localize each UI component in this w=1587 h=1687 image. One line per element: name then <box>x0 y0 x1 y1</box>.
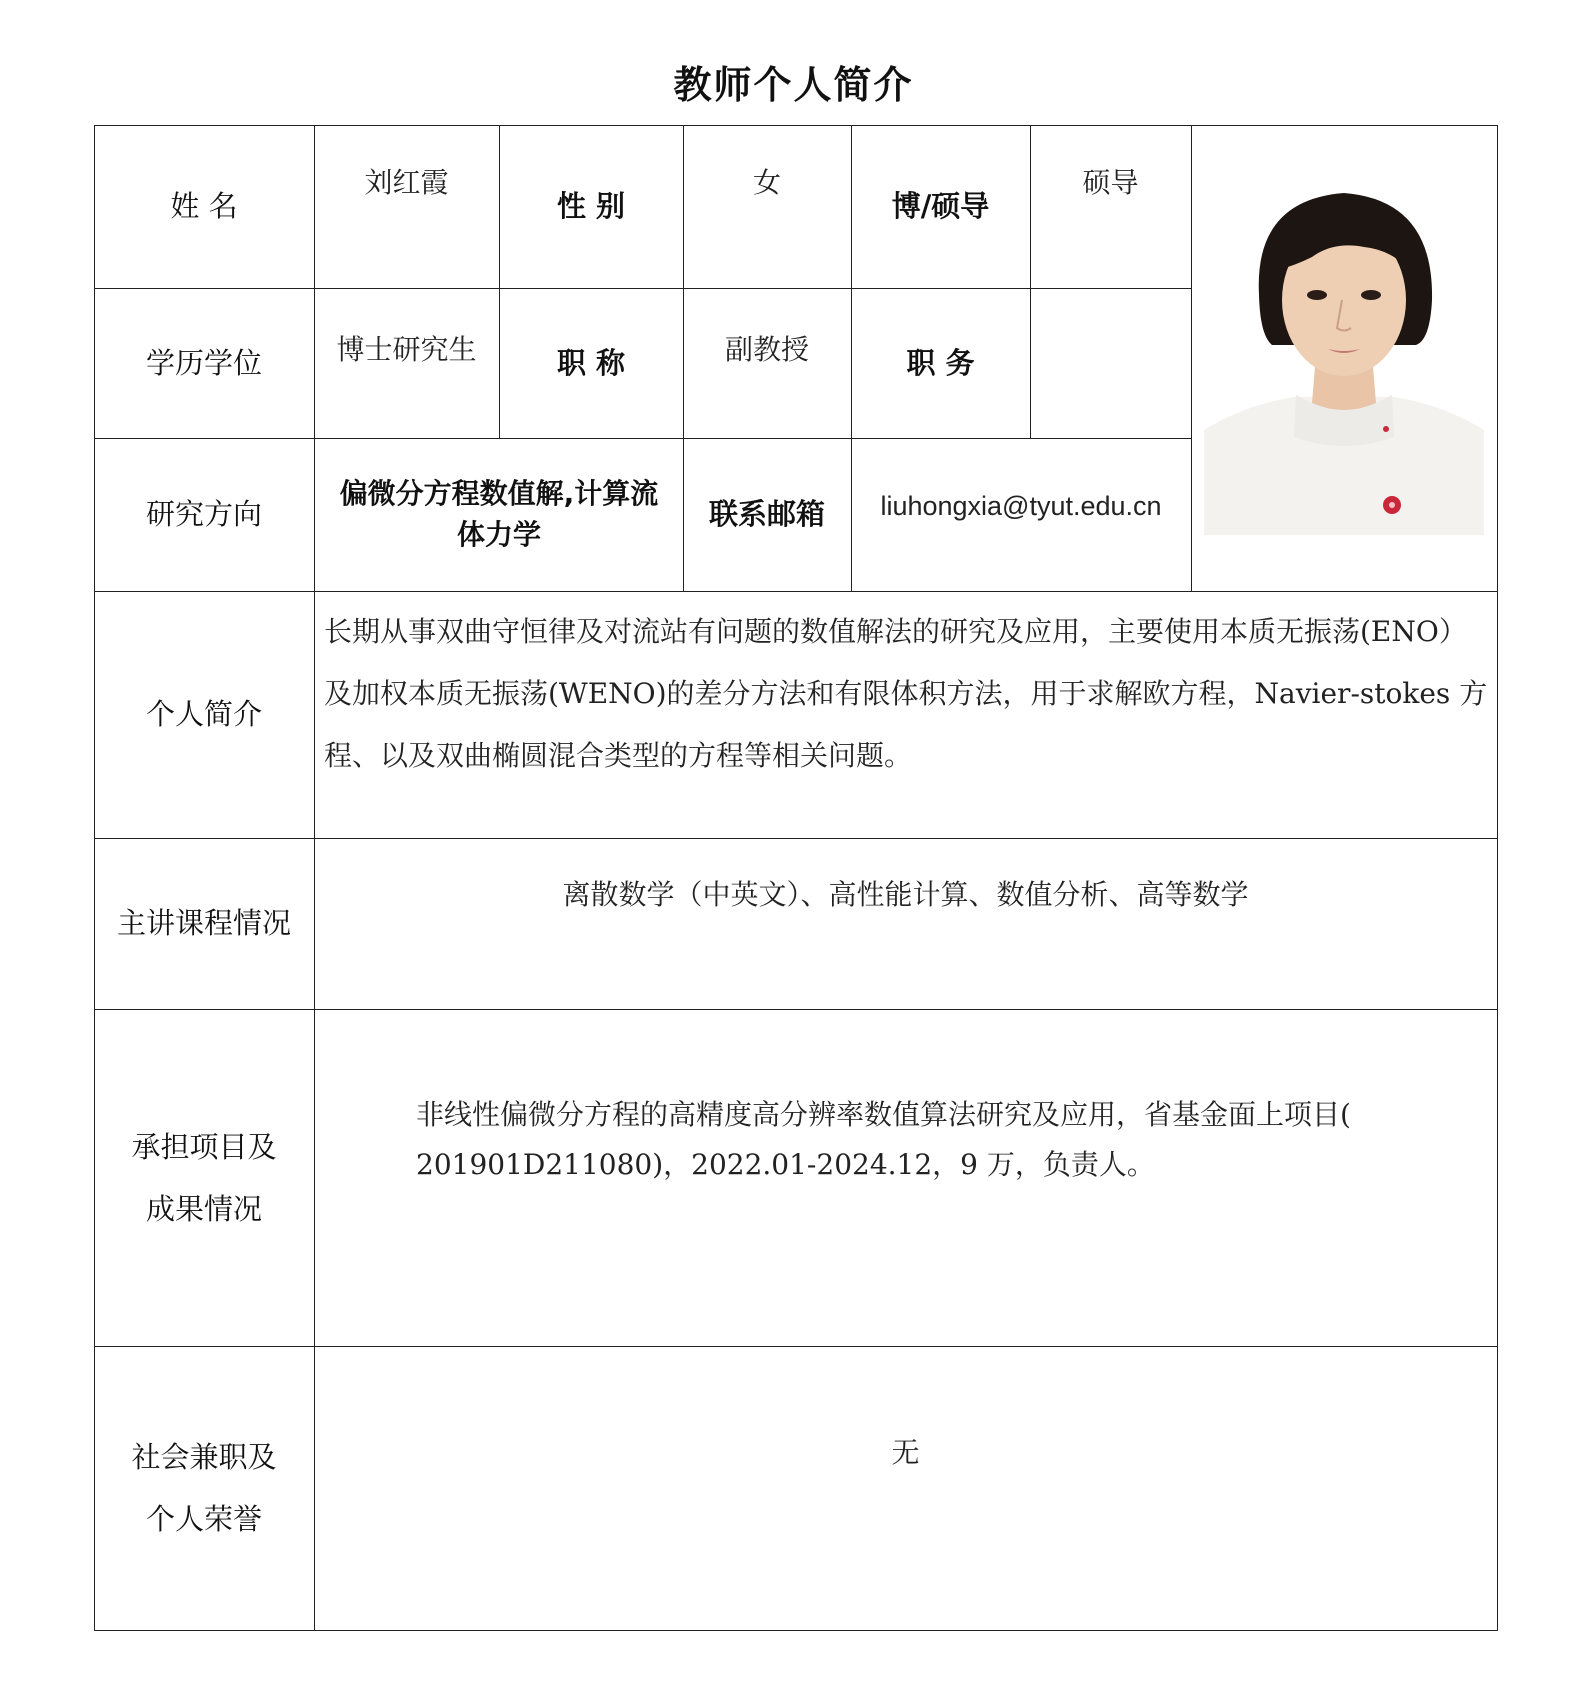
position-label: 职 务 <box>906 345 975 380</box>
courses-text: 离散数学（中英文）、高性能计算、数值分析、高等数学 <box>562 878 1249 911</box>
rule-right <box>1497 125 1498 1630</box>
research-label: 研究方向 <box>145 497 262 532</box>
projects-text: 非线性偏微分方程的高精度高分辨率数值算法研究及应用，省基金面上项目( 201901D211080)，2022.01-2024.12，9 万，负责人。 <box>416 1098 1351 1181</box>
name-label: 姓 名 <box>170 189 238 224</box>
page-title: 教师个人简介 <box>673 63 914 107</box>
email-value[interactable]: liuhongxia@tyut.edu.cn <box>880 491 1162 521</box>
honors-label: 社会兼职及个人荣誉 <box>131 1440 277 1536</box>
courses-label: 主讲课程情况 <box>116 906 291 941</box>
title-value: 副教授 <box>724 333 809 366</box>
rule-bottom <box>94 1630 1498 1631</box>
research-value: 偏微分方程数值解,计算流体力学 <box>339 476 659 551</box>
rule-col6 <box>1191 125 1192 591</box>
supervisor-value: 硕导 <box>1082 166 1139 199</box>
gender-value: 女 <box>752 166 781 199</box>
name-value: 刘红霞 <box>364 166 449 199</box>
position-value <box>1030 288 1191 438</box>
gender-label: 性 别 <box>556 189 626 224</box>
title-label: 职 称 <box>556 345 626 380</box>
supervisor-label: 博/硕导 <box>891 189 990 224</box>
profile-form <box>94 125 1498 1630</box>
projects-label: 承担项目及成果情况 <box>131 1129 277 1226</box>
person-photo <box>1204 165 1484 535</box>
email-label: 联系邮箱 <box>708 497 825 532</box>
intro-label: 个人简介 <box>145 697 262 732</box>
honors-text: 无 <box>891 1436 920 1469</box>
intro-text: 长期从事双曲守恒律及对流站有问题的数值解法的研究及应用，主要使用本质无振荡(ENO）及加权本质无振荡(WENO)的差分方法和有限体积方法，用于求解欧方程，Navier-stokes 方程、以及双曲椭圆混合类型的方程等相关问题。 <box>324 615 1488 772</box>
degree-value: 博士研究生 <box>336 333 477 366</box>
degree-label: 学历学位 <box>145 345 262 380</box>
